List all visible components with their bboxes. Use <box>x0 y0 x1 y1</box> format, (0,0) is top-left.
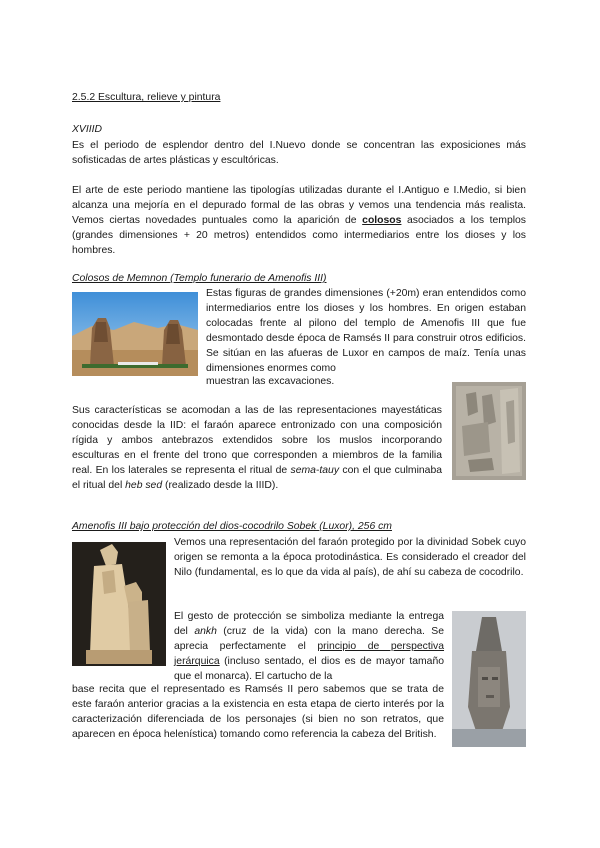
hierarchical-perspective-term: principio de perspectiva jerárquica <box>174 641 445 667</box>
cartouche-paragraph: base recita que el representado es Ramsés II pero sabemos que se trata de este faraón anterior gracias a la existencia en esta etapa de cierto interés por la caracterización diferenciada de los personajes (si bien no son retratos, que aparecen en época helenística) tomando como referencia la cabeza del British. <box>72 684 444 740</box>
heb-sed-term: heb sed <box>125 480 163 491</box>
gesture-text-a: El gesto de protección se simboliza mediante la entrega del <box>174 611 444 637</box>
sobek-description: Vemos una representación del faraón protegido por la divinidad Sobek cuyo origen se remonta a la época protodinástica. Es considerado el creador del Nilo (fundamental, es lo que da vida al país), de ahí su cabeza de cocodrilo. <box>174 537 526 578</box>
dynasty-heading: XVIIID <box>72 124 103 135</box>
memnon-heading: Colosos de Memnon (Templo funerario de Amenofis III) <box>72 273 327 284</box>
chars-text-b: con el que culminaba el ritual del <box>72 465 442 491</box>
colosos-term: colosos <box>362 215 402 226</box>
section-title: 2.5.2 Escultura, relieve y pintura <box>72 92 221 103</box>
chars-text-c: (realizado desde la IIID). <box>162 480 279 491</box>
sema-tauy-term: sema-tauy <box>290 465 340 476</box>
colossi-memnon-image <box>72 292 198 376</box>
gesture-paragraph <box>174 609 444 684</box>
typologies-paragraph <box>72 183 526 258</box>
ankh-term: ankh <box>194 626 217 637</box>
sobek-heading: Amenofis III bajo protección del dios-cocodrilo Sobek (Luxor), 256 cm <box>72 521 392 532</box>
chars-text-a: Sus características se acomodan a las de las representaciones mayestáticas conocidas desde la IID: el faraón aparece entronizado con una composición rígida y ambos antebrazos extendidos sobre los muslos incorporando esculturas en el frente del trono que corresponden a miembros de la familia real. En los laterales se representa el ritual de <box>72 405 442 476</box>
pharaoh-head-image <box>452 611 526 747</box>
para2-text-b: asociados a los templos (grandes dimensiones + 20 metros) entendidos como intermediarios entre los dioses y los hombres. <box>72 215 527 256</box>
sobek-statue-image <box>72 542 166 666</box>
memnon-description: Estas figuras de grandes dimensiones (+20m) eran entendidos como intermediarios entre los dioses y los hombres. En origen estaban colocadas frente al pilono del templo de Amenofis III que fue desmontado desde época de Ramsés II para construir otros edificios. Se sitúan en las afueras de Luxor en campos de maíz. Tenía unas dimensiones enormes como <box>206 288 526 374</box>
memnon-description-end: muestran las excavaciones. <box>206 376 335 387</box>
intro-paragraph: Es el periodo de esplendor dentro del I.Nuevo donde se concentran las exposiciones más sofisticadas de artes plásticas y escultóricas. <box>72 140 526 166</box>
para2-text-a: El arte de este periodo mantiene las tipologías utilizadas durante el I.Antiguo e I.Medio, si bien alcanza una mejoría en el depurado formal de las obras y vemos una tendencia más realista. Vemos ciertas novedades puntuales como la aparición de <box>72 185 526 226</box>
gesture-text-b: (cruz de la vida) con la mano derecha. Se aprecia perfectamente el <box>174 626 444 652</box>
characteristics-paragraph <box>72 403 442 493</box>
gesture-text-c: (incluso sentado, el dios es de mayor tamaño que el monarca). El cartucho de la <box>174 656 444 682</box>
throne-relief-image <box>452 382 526 480</box>
